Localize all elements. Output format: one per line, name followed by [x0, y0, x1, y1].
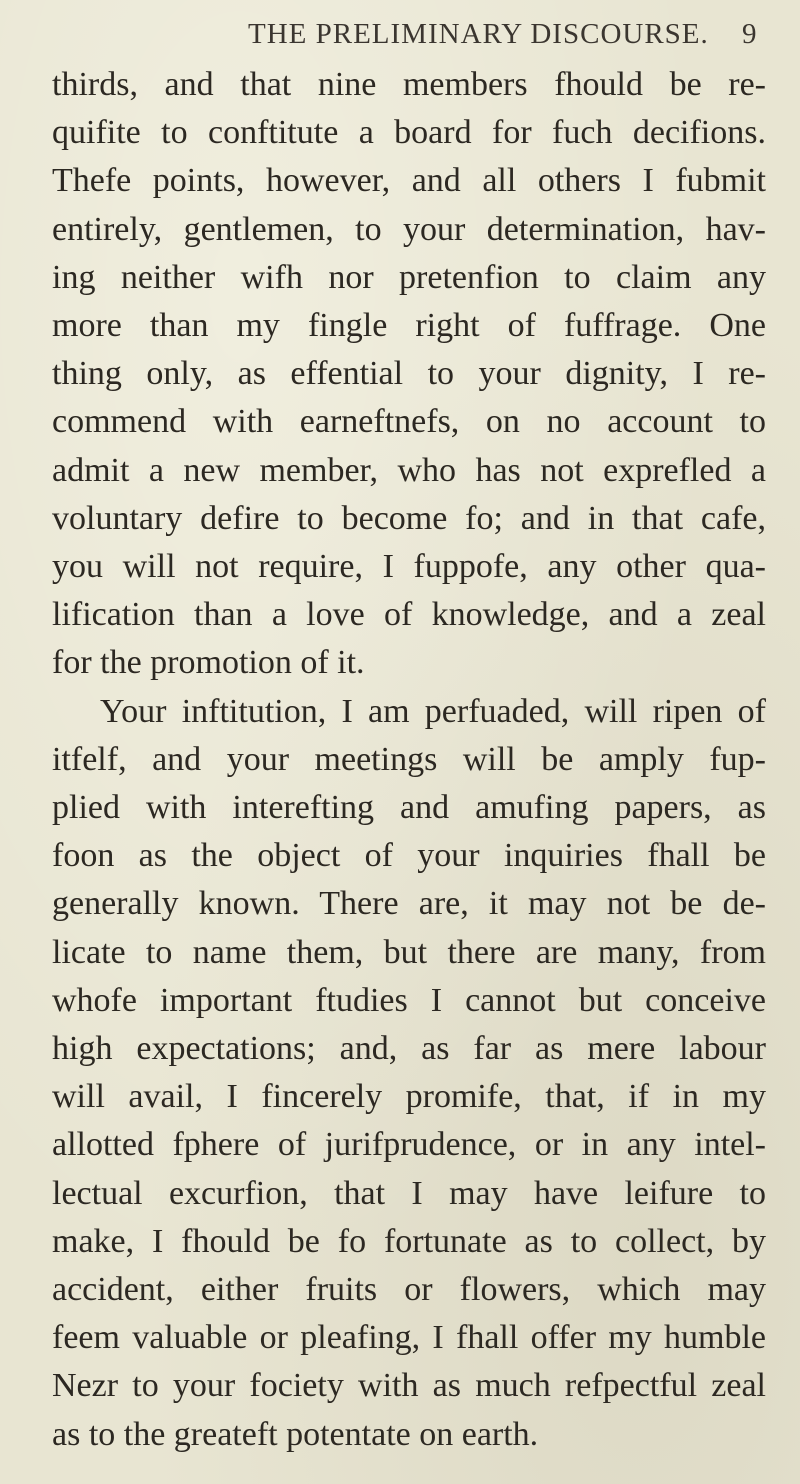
text-line: whofe important ftudies I cannot but conceive — [52, 981, 766, 1019]
text-line: will avail, I fincerely promife, that, if in my — [52, 1078, 766, 1116]
text-line: allotted fphere of jurifprudence, or in any intel- — [52, 1126, 766, 1164]
text-line: thirds, and that nine members fhould be re- — [52, 66, 766, 103]
text-line: thing only, as effential to your dignity, I re- — [52, 355, 766, 393]
text-line: Thefe points, however, and all others I fubmit — [52, 162, 766, 200]
text-line: Nezr to your fociety with as much refpectful zeal — [52, 1367, 766, 1405]
text-line: itfelf, and your meetings will be amply fup- — [52, 740, 766, 778]
text-line: quifite to conftitute a board for fuch decifions. — [52, 114, 766, 152]
running-head — [0, 8, 800, 58]
text-line: licate to name them, but there are many, from — [52, 933, 766, 971]
text-line: feem valuable or pleafing, I fhall offer my humble — [52, 1319, 766, 1357]
text-line: admit a new member, who has not exprefled a — [52, 451, 766, 489]
text-line: Your inftitution, I am perfuaded, will ripen of — [100, 692, 766, 730]
text-line: accident, either fruits or flowers, which may — [52, 1271, 766, 1308]
text-line: generally known. There are, it may not be de- — [52, 885, 766, 923]
text-line: high expectations; and, as far as mere labour — [52, 1030, 766, 1067]
text-line: foon as the object of your inquiries fhall be — [52, 837, 766, 875]
text-line: lification than a love of knowledge, and a zeal — [52, 596, 766, 634]
page-number: 9 — [742, 18, 757, 50]
text-line: lectual excurfion, that I may have leifure to — [52, 1174, 766, 1212]
text-line: commend with earneftnefs, on no account to — [52, 403, 766, 441]
text-line: as to the greateft potentate on earth. — [52, 1415, 539, 1453]
text-line: make, I fhould be fo fortunate as to collect, by — [52, 1222, 766, 1260]
text-line: for the promotion of it. — [52, 644, 365, 682]
text-line: entirely, gentlemen, to your determination, hav- — [52, 210, 766, 248]
text-line: ing neither wifh nor pretenfion to claim any — [52, 258, 766, 296]
text-line: plied with interefting and amufing papers, as — [52, 789, 766, 826]
text-line: more than my fingle right of fuffrage. One — [52, 307, 766, 344]
text-line: voluntary defire to become fo; and in that cafe, — [52, 499, 766, 537]
running-head-title: THE PRELIMINARY DISCOURSE. — [248, 18, 709, 50]
text-line: you will not require, I fuppofe, any other qua- — [52, 548, 766, 585]
